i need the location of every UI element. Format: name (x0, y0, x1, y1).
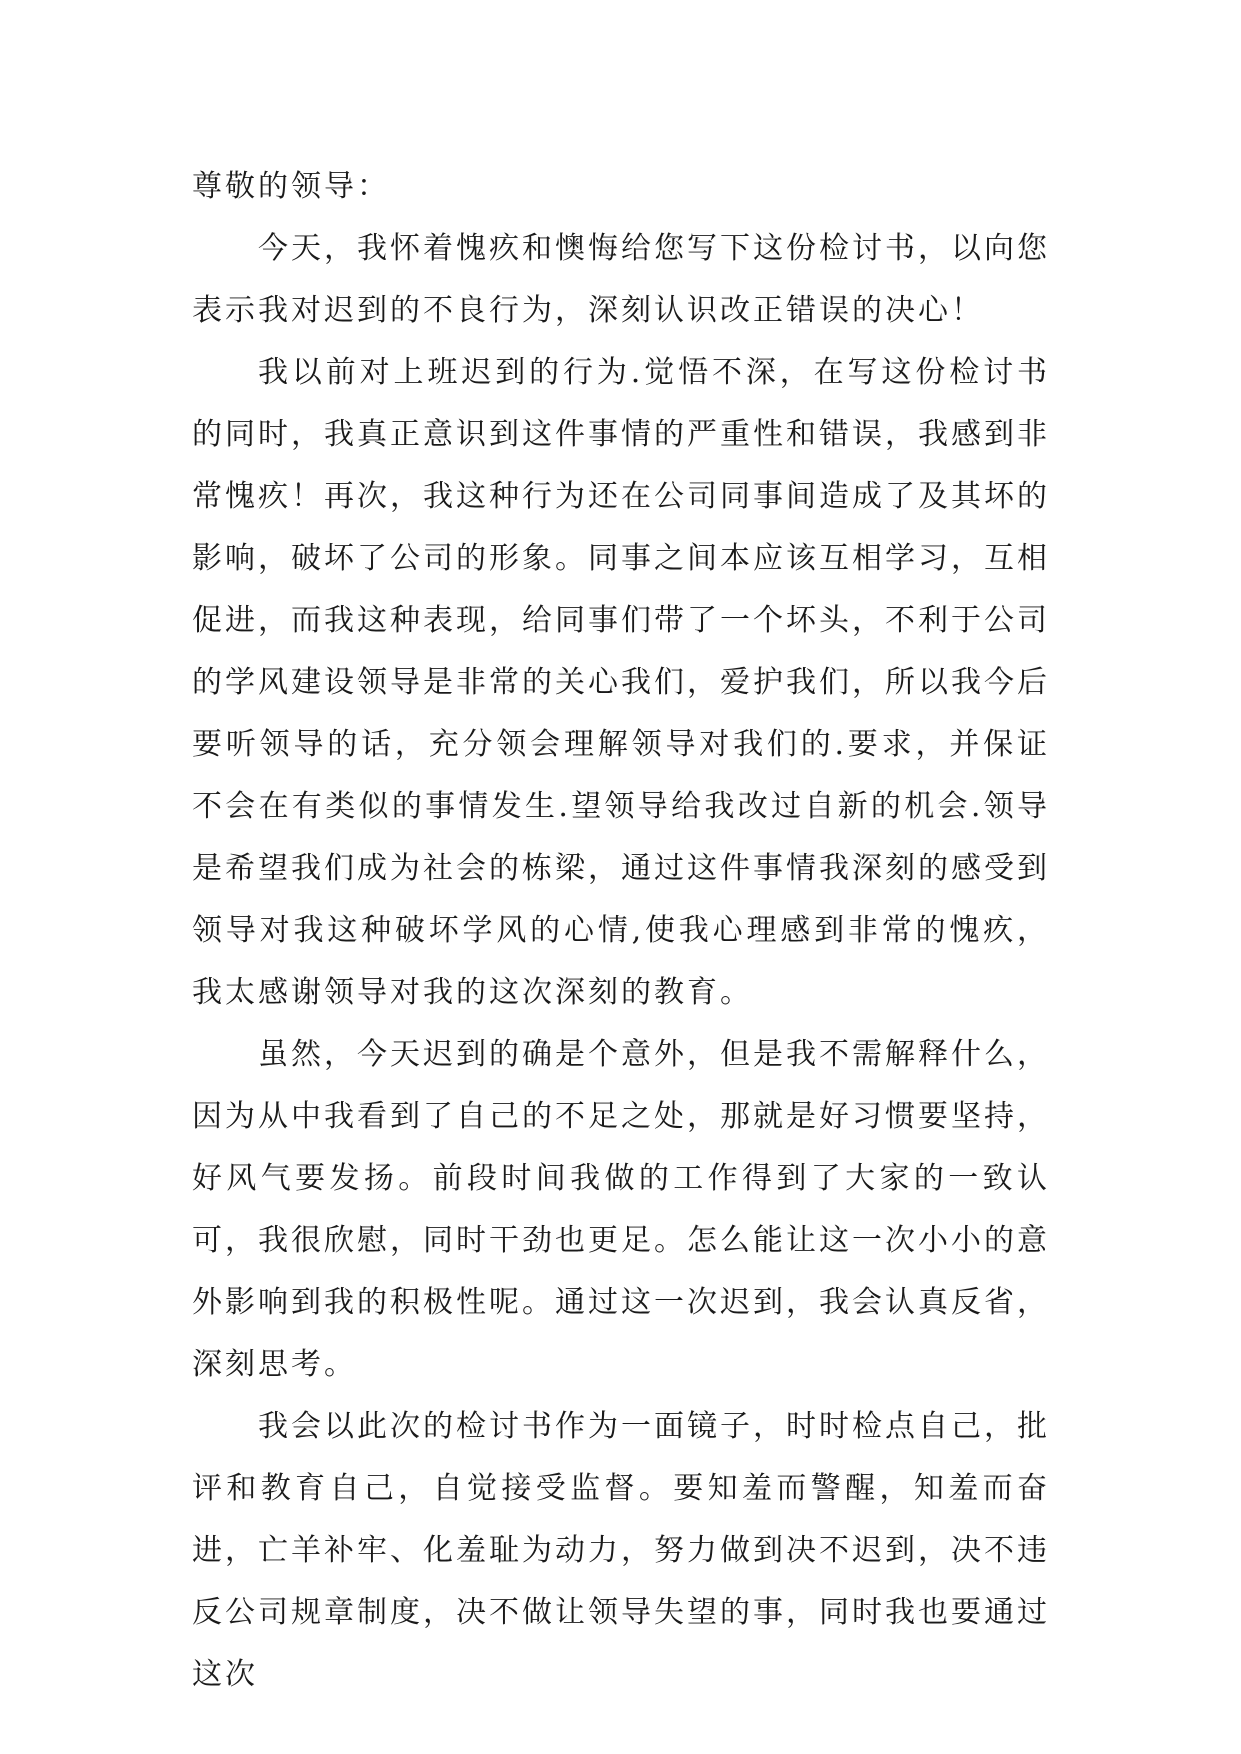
salutation: 尊敬的领导： (192, 169, 390, 204)
paragraph-4: 我会以此次的检讨书作为一面镜子，时时检点自己，批评和教育自己，自觉接受监督。要知羞而警醒，知羞而奋进，亡羊补牢、化羞耻为动力，努力做到决不迟到，决不违反公司规章制度，决不做让领导失望的事，同时我也要通过这次 (192, 1409, 1050, 1692)
document-body (192, 156, 1050, 1706)
paragraph-1: 今天，我怀着愧疚和懊悔给您写下这份检讨书，以向您表示我对迟到的不良行为，深刻认识改正错误的决心！ (192, 231, 1050, 328)
paragraph-2: 我以前对上班迟到的行为.觉悟不深，在写这份检讨书的同时，我真正意识到这件事情的严重性和错误，我感到非常愧疚！再次，我这种行为还在公司同事间造成了及其坏的影响，破坏了公司的形象。同事之间本应该互相学习，互相促进，而我这种表现，给同事们带了一个坏头，不利于公司的学风建设领导是非常的关心我们，爱护我们，所以我今后要听领导的话，充分领会理解领导对我们的.要求，并保证不会在有类似的事情发生.望领导给我改过自新的机会.领导是希望我们成为社会的栋梁，通过这件事情我深刻的感受到领导对我这种破坏学风的心情,使我心理感到非常的愧疚，我太感谢领导对我的这次深刻的教育。 (192, 355, 1050, 1010)
paragraph-3: 虽然，今天迟到的确是个意外，但是我不需解释什么，因为从中我看到了自己的不足之处，那就是好习惯要坚持，好风气要发扬。前段时间我做的工作得到了大家的一致认可，我很欣慰，同时干劲也更足。怎么能让这一次小小的意外影响到我的积极性呢。通过这一次迟到，我会认真反省，深刻思考。 (192, 1037, 1050, 1382)
